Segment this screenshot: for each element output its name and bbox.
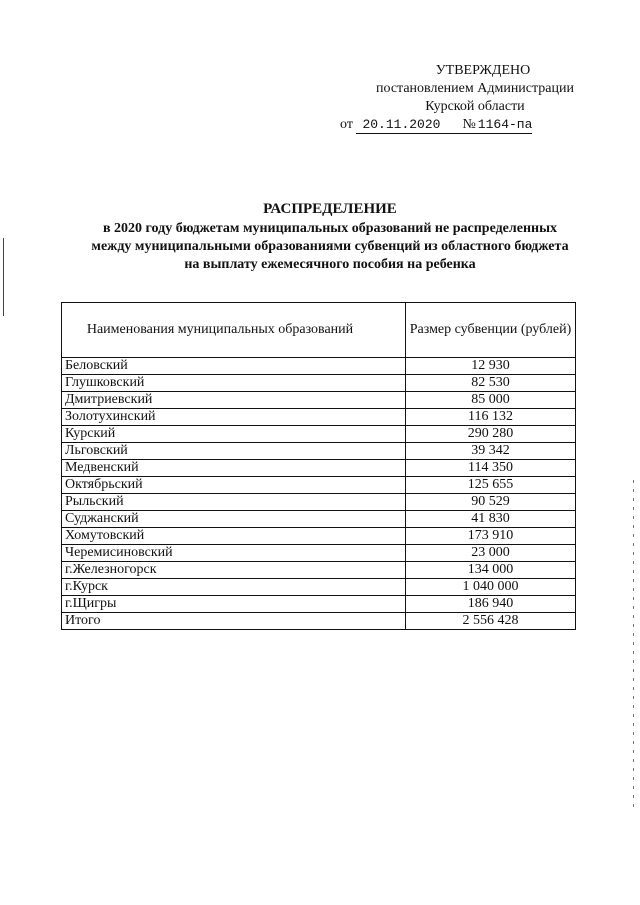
table-row: [62, 409, 576, 426]
scan-margin-mark: [3, 238, 4, 316]
subsidy-amount: 41 830: [406, 511, 576, 528]
municipality-name: Черемисиновский: [62, 545, 406, 562]
municipality-name: Медвенский: [62, 460, 406, 477]
decree-date-prefix: от: [340, 117, 353, 132]
municipality-name: Суджанский: [62, 511, 406, 528]
approval-block: [330, 62, 620, 116]
table-row: [62, 579, 576, 596]
approval-region-line: Курской области: [425, 99, 525, 114]
subsidy-table: [61, 302, 576, 630]
subsidy-amount: 116 132: [406, 409, 576, 426]
approved-title: УТВЕРЖДЕНО: [435, 63, 531, 78]
subsidy-amount: 186 940: [406, 596, 576, 613]
subsidy-amount: 82 530: [406, 375, 576, 392]
subsidy-amount: 23 000: [406, 545, 576, 562]
municipality-name: Октябрьский: [62, 477, 406, 494]
subsidy-amount: 12 930: [406, 358, 576, 375]
subsidy-amount: 173 910: [406, 528, 576, 545]
subsidy-amount: 134 000: [406, 562, 576, 579]
decree-number: 1164-па: [477, 117, 533, 132]
municipality-name: Золотухинский: [62, 409, 406, 426]
table-body: [62, 358, 576, 630]
municipality-name: Льговский: [62, 443, 406, 460]
heading-line-3: на выплату ежемесячного пособия на ребенка: [184, 257, 476, 272]
table-row: [62, 375, 576, 392]
table-row: [62, 511, 576, 528]
table-row: [62, 528, 576, 545]
scan-edge-mark: [633, 480, 634, 810]
decree-reference: [340, 116, 600, 134]
table-header-row: [62, 303, 576, 358]
table-row: [62, 443, 576, 460]
table-row: [62, 562, 576, 579]
header-municipality: Наименования муниципальных образований: [62, 303, 406, 358]
municipality-name: г.Курск: [62, 579, 406, 596]
table-row: [62, 460, 576, 477]
heading-line-2: между муниципальными образованиями субвенций из областного бюджета: [91, 239, 569, 254]
subsidy-amount: 39 342: [406, 443, 576, 460]
document-title: РАСПРЕДЕЛЕНИЕ: [263, 201, 397, 217]
municipality-name: г.Железногорск: [62, 562, 406, 579]
total-label: Итого: [62, 613, 406, 630]
subsidy-amount: 114 350: [406, 460, 576, 477]
decree-date: 20.11.2020: [356, 117, 462, 134]
decree-number-prefix: №: [462, 117, 476, 132]
municipality-name: г.Щигры: [62, 596, 406, 613]
table-row: [62, 426, 576, 443]
table-row: [62, 596, 576, 613]
subsidy-amount: 90 529: [406, 494, 576, 511]
table-row: [62, 494, 576, 511]
heading-line-1: в 2020 году бюджетам муниципальных образований не распределенных: [102, 221, 558, 236]
total-row: [62, 613, 576, 630]
approval-issuer-line: постановлением Администрации: [376, 81, 574, 96]
subsidy-amount: 85 000: [406, 392, 576, 409]
municipality-name: Дмитриевский: [62, 392, 406, 409]
table-row: [62, 545, 576, 562]
table-row: [62, 477, 576, 494]
subsidy-amount: 290 280: [406, 426, 576, 443]
table-row: [62, 358, 576, 375]
municipality-name: Глушковский: [62, 375, 406, 392]
municipality-name: Беловский: [62, 358, 406, 375]
municipality-name: Хомутовский: [62, 528, 406, 545]
header-amount: Размер субвенции (рублей): [406, 303, 576, 358]
subsidy-amount: 125 655: [406, 477, 576, 494]
municipality-name: Курский: [62, 426, 406, 443]
document-heading: [40, 200, 620, 274]
subsidy-amount: 1 040 000: [406, 579, 576, 596]
municipality-name: Рыльский: [62, 494, 406, 511]
table-row: [62, 392, 576, 409]
total-amount: 2 556 428: [406, 613, 576, 630]
